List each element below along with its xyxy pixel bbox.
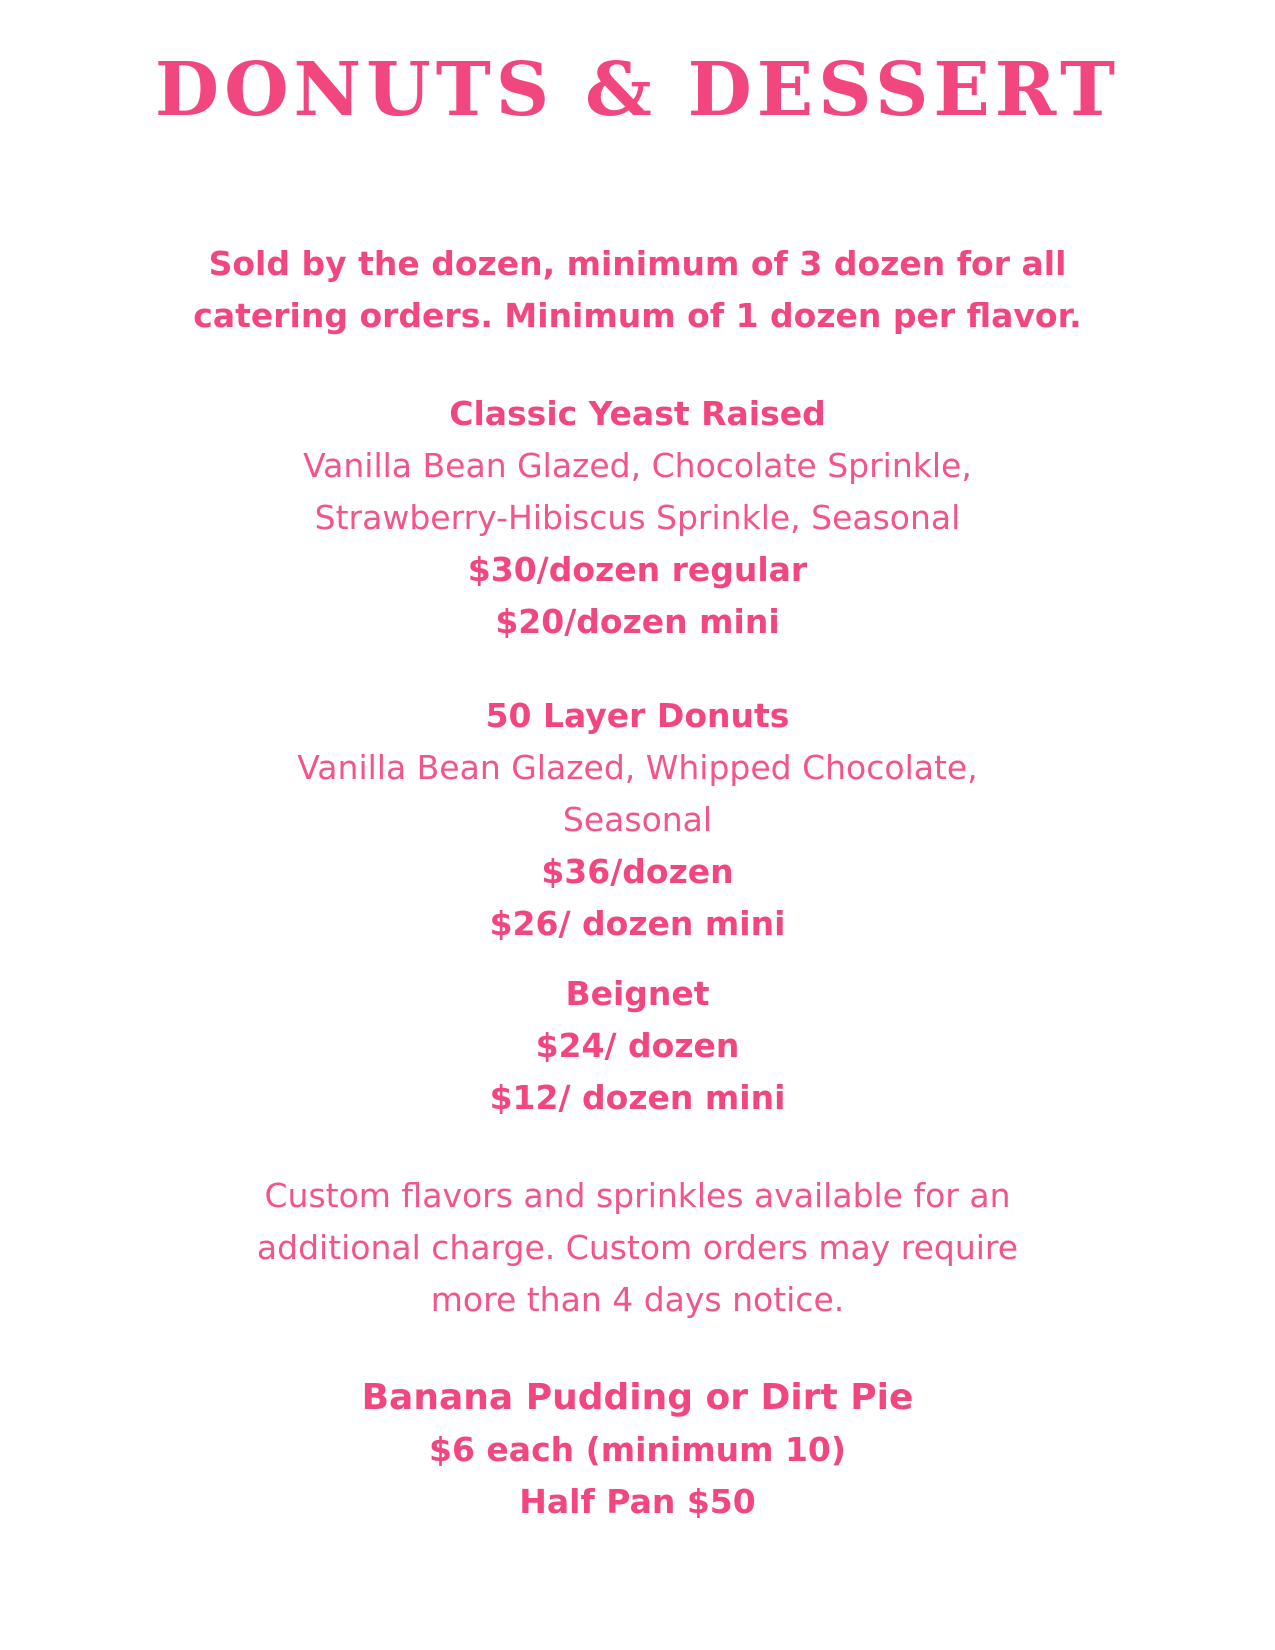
note-line: Custom flavors and sprinkles available for an <box>264 1176 1011 1215</box>
flavor-line: Seasonal <box>562 800 713 839</box>
note-line: more than 4 days notice. <box>430 1280 845 1319</box>
page-title: DONUTS & DESSERT <box>154 47 1121 133</box>
intro-text <box>0 238 1275 342</box>
section-classic-yeast-raised <box>0 388 1275 648</box>
flavor-line: Vanilla Bean Glazed, Whipped Chocolate, <box>297 748 978 787</box>
price-line: $24/ dozen <box>535 1026 740 1065</box>
price-line: $26/ dozen mini <box>489 904 786 943</box>
price-line: $30/dozen regular <box>467 550 808 589</box>
flavor-line: Vanilla Bean Glazed, Chocolate Sprinkle, <box>303 446 972 485</box>
section-heading: 50 Layer Donuts <box>485 696 790 735</box>
section-beignet <box>0 968 1275 1124</box>
section-heading: Banana Pudding or Dirt Pie <box>361 1377 914 1418</box>
price-line: $20/dozen mini <box>495 602 780 641</box>
section-banana-pudding <box>0 1372 1275 1528</box>
custom-note <box>0 1170 1275 1326</box>
intro-line: Sold by the dozen, minimum of 3 dozen for all <box>208 244 1067 283</box>
price-line: $6 each (minimum 10) <box>429 1430 846 1469</box>
flavor-line: Strawberry-Hibiscus Sprinkle, Seasonal <box>314 498 961 537</box>
price-line: $36/dozen <box>541 852 734 891</box>
intro-line: catering orders. Minimum of 1 dozen per flavor. <box>193 296 1082 335</box>
price-line: Half Pan $50 <box>519 1482 756 1521</box>
section-50-layer-donuts <box>0 690 1275 950</box>
note-line: additional charge. Custom orders may require <box>256 1228 1019 1267</box>
section-heading: Beignet <box>565 974 710 1013</box>
section-heading: Classic Yeast Raised <box>449 394 826 433</box>
price-line: $12/ dozen mini <box>489 1078 786 1117</box>
